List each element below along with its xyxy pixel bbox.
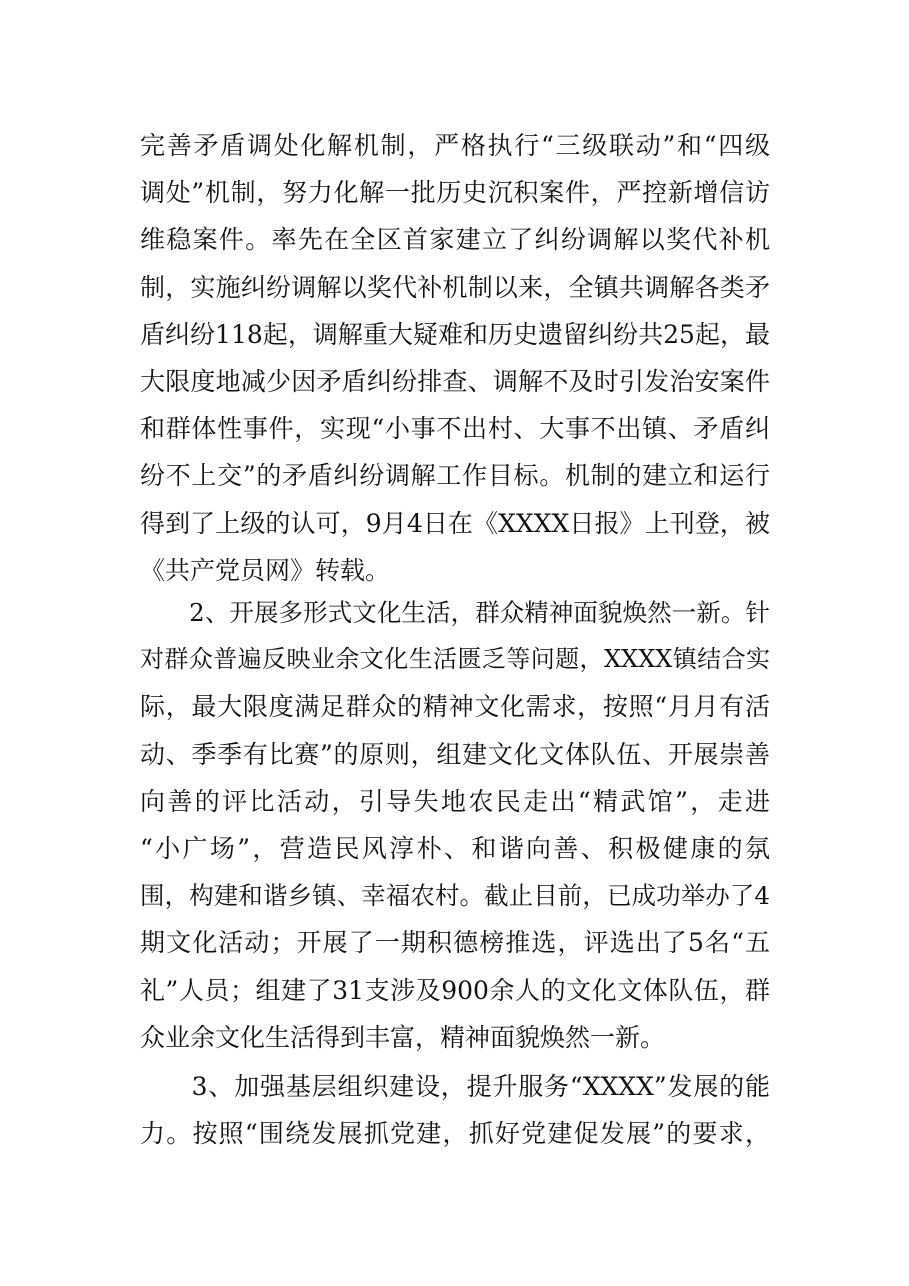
- text-line: 众业余文化生活得到丰富，精神面貌焕然一新。: [140, 1022, 666, 1052]
- text-line: 完善矛盾调处化解机制，严格执行“三级联动”和“四级: [140, 131, 770, 160]
- text-line: 围，构建和谐乡镇、幸福农村。截止目前，已成功举办了4: [140, 881, 770, 911]
- text-line: 《共产党员网》转载。: [140, 555, 391, 585]
- text-line: 大限度地减少因矛盾纠纷排查、调解不及时引发治安案件: [140, 366, 770, 396]
- text-line: 对群众普遍反映业余文化生活匮乏等问题，XXXX镇结合实: [140, 645, 770, 674]
- text-line: “小广场”，营造民风淳朴、和谐向善、积极健康的氛: [140, 833, 770, 863]
- paragraph-3: [140, 1063, 770, 1157]
- text-line: 制，实施纠纷调解以奖代补机制以来，全镇共调解各类矛: [140, 272, 770, 302]
- text-line: 2、开展多形式文化生活，群众精神面貌焕然一新。针: [140, 598, 770, 627]
- text-line: 得到了上级的认可，9月4日在《XXXX日报》上刊登，被: [140, 508, 770, 538]
- text-line: 礼”人员；组建了31支涉及900余人的文化文体队伍，群: [140, 975, 770, 1005]
- text-line: 维稳案件。率先在全区首家建立了纠纷调解以奖代补机: [140, 225, 770, 255]
- text-line: 向善的评比活动，引导失地农民走出“精武馆”，走进: [140, 786, 770, 816]
- text-line: 调处”机制，努力化解一批历史沉积案件，严控新增信访: [140, 178, 770, 208]
- text-line: 3、加强基层组织建设，提升服务“XXXX”发展的能: [140, 1072, 770, 1101]
- text-line: 际，最大限度满足群众的精神文化需求，按照“月月有活: [140, 692, 770, 722]
- text-line: 期文化活动；开展了一期积德榜推选，评选出了5名“五: [140, 928, 770, 958]
- text-line: 盾纠纷118起，调解重大疑难和历史遗留纠纷共25起，最: [140, 319, 770, 349]
- text-line: 和群体性事件，实现“小事不出村、大事不出镇、矛盾纠: [140, 414, 770, 444]
- text-line: 纷不上交”的矛盾纠纷调解工作目标。机制的建立和运行: [140, 461, 770, 491]
- paragraph-2: [140, 589, 770, 1061]
- text-line: 力。按照“围绕发展抓党建，抓好党建促发展”的要求，: [140, 1119, 770, 1149]
- text-line: 动、季季有比赛”的原则，组建文化文体队伍、开展崇善: [140, 739, 770, 769]
- paragraph-1: [140, 122, 770, 594]
